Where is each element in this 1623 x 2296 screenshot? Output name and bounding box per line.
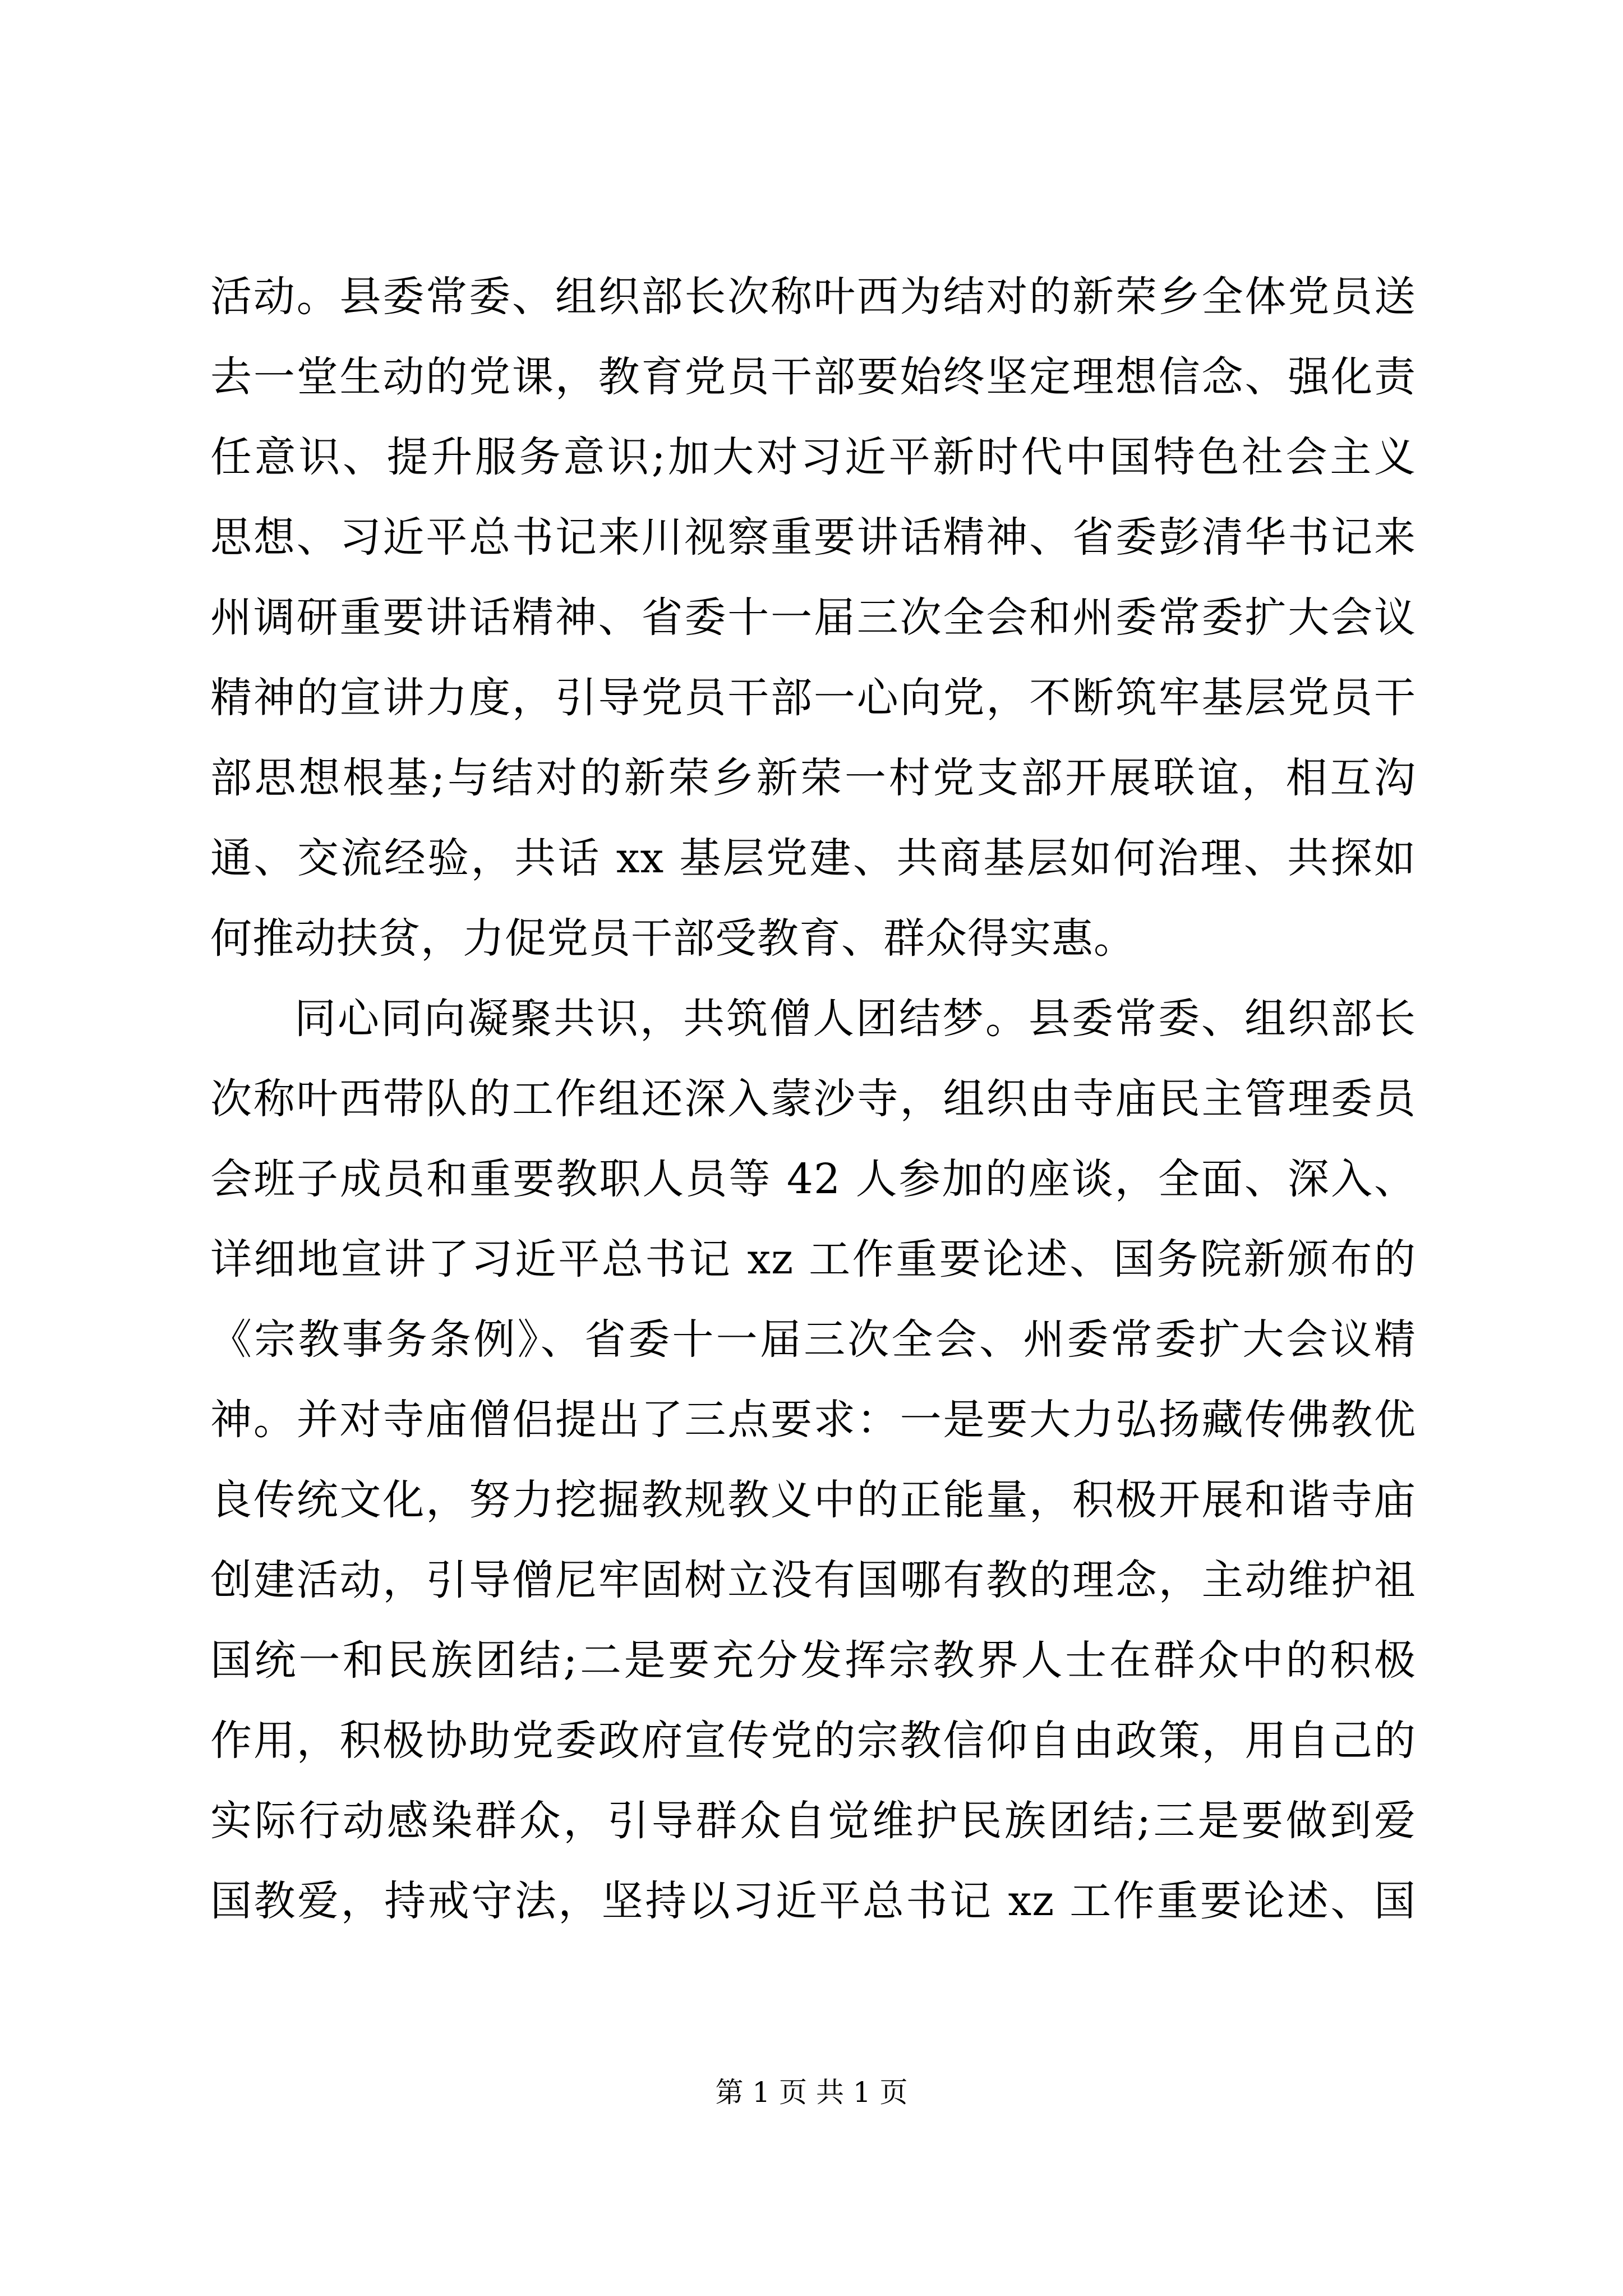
text-line: 神。并对寺庙僧侣提出了三点要求：一是要大力弘扬藏传佛教优 <box>210 1396 1416 1444</box>
document-body <box>210 257 1416 1941</box>
paragraph-1 <box>210 257 1416 979</box>
text-line: 作用，积极协助党委政府宣传党的宗教信仰自由政策，用自己的 <box>210 1717 1416 1765</box>
text-line: 《宗教事务条例》、省委十一届三次全会、州委常委扩大会议精 <box>210 1315 1416 1364</box>
text-line: 通、交流经验，共话 xx 基层党建、共商基层如何治理、共探如 <box>210 834 1416 882</box>
text-line: 国教爱，持戒守法，坚持以习近平总书记 xz 工作重要论述、国 <box>210 1877 1416 1925</box>
text-line: 良传统文化，努力挖掘教规教义中的正能量，积极开展和谐寺庙 <box>210 1476 1416 1524</box>
text-line: 思想、习近平总书记来川视察重要讲话精神、省委彭清华书记来 <box>210 513 1416 562</box>
text-line: 创建活动，引导僧尼牢固树立没有国哪有教的理念，主动维护祖 <box>210 1556 1416 1604</box>
text-line: 详细地宣讲了习近平总书记 xz 工作重要论述、国务院新颁布的 <box>210 1235 1416 1283</box>
text-line: 部思想根基;与结对的新荣乡新荣一村党支部开展联谊，相互沟 <box>210 754 1416 802</box>
page-number-label: 第 1 页 共 1 页 <box>715 2076 908 2109</box>
text-line: 实际行动感染群众，引导群众自觉维护民族团结;三是要做到爱 <box>210 1797 1416 1845</box>
text-line: 次称叶西带队的工作组还深入蒙沙寺，组织由寺庙民主管理委员 <box>210 1075 1416 1123</box>
text-line: 何推动扶贫，力促党员干部受教育、群众得实惠。 <box>210 914 1136 963</box>
text-line: 活动。县委常委、组织部长次称叶西为结对的新荣乡全体党员送 <box>210 273 1416 321</box>
text-line: 州调研重要讲话精神、省委十一届三次全会和州委常委扩大会议 <box>210 593 1416 642</box>
text-line: 精神的宣讲力度，引导党员干部一心向党，不断筑牢基层党员干 <box>210 674 1416 722</box>
text-line: 国统一和民族团结;二是要充分发挥宗教界人士在群众中的积极 <box>210 1636 1416 1685</box>
text-line: 会班子成员和重要教职人员等 42 人参加的座谈，全面、深入、 <box>210 1155 1416 1203</box>
page-footer <box>0 2076 1623 2109</box>
text-line: 去一堂生动的党课，教育党员干部要始终坚定理想信念、强化责 <box>210 353 1416 401</box>
paragraph-2 <box>210 979 1416 1941</box>
text-line: 任意识、提升服务意识;加大对习近平新时代中国特色社会主义 <box>210 433 1416 481</box>
text-line: 同心同向凝聚共识，共筑僧人团结梦。县委常委、组织部长 <box>294 995 1416 1043</box>
